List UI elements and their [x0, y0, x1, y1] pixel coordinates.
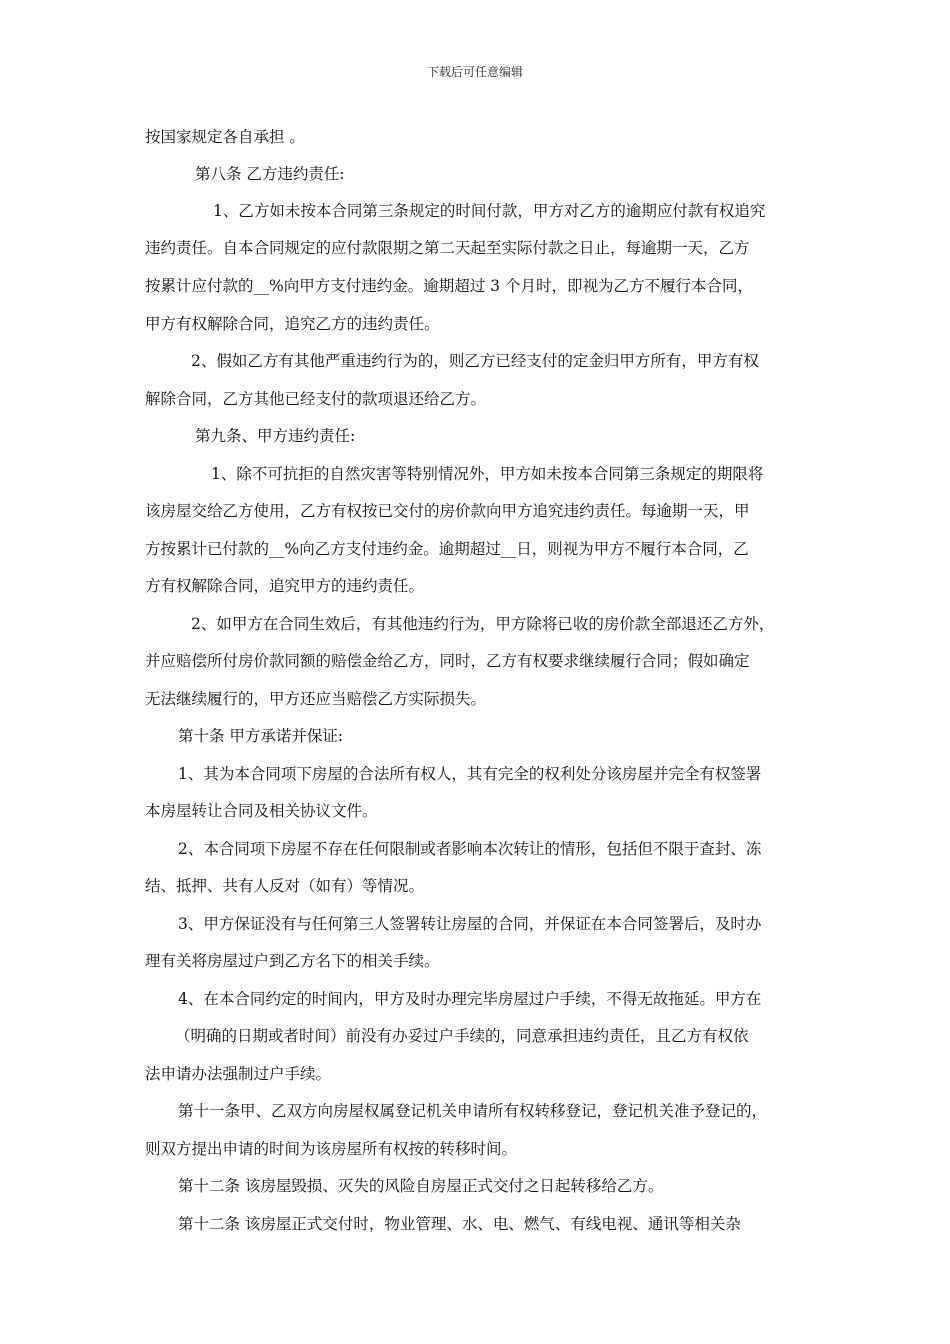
paragraph-line: 甲方有权解除合同，追究乙方的违约责任。: [145, 315, 440, 333]
paragraph-line: 法申请办法强制过户手续。: [145, 1065, 332, 1083]
paragraph-line: 并应赔偿所付房价款同额的赔偿金给乙方，同时，乙方有权要求继续履行合同；假如确定: [145, 652, 750, 670]
section-heading-article-11: 第十一条甲、乙双方向房屋权属登记机关申请所有权转移登记，登记机关准予登记的，: [178, 1102, 768, 1120]
section-heading-article-12b: 第十二条 该房屋正式交付时，物业管理、水、电、燃气、有线电视、通讯等相关杂: [178, 1215, 741, 1233]
paragraph-line: 方有权解除合同，追究甲方的违约责任。: [145, 577, 425, 595]
paragraph-line: 1、其为本合同项下房屋的合法所有权人，其有完全的权利处分该房屋并完全有权签署: [178, 765, 762, 783]
document-body: [145, 124, 810, 1248]
paragraph-line: 按国家规定各自承担 。: [145, 128, 305, 146]
paragraph-line: （明确的日期或者时间）前没有办妥过户手续的，同意承担违约责任，且乙方有权依: [175, 1027, 749, 1045]
paragraph-line: 1、乙方如未按本合同第三条规定的时间付款，甲方对乙方的逾期应付款有权追究: [213, 202, 766, 220]
section-heading-article-12: 第十二条 该房屋毁损、灭失的风险自房屋正式交付之日起转移给乙方。: [178, 1177, 664, 1195]
paragraph-line: 本房屋转让合同及相关协议文件。: [145, 802, 378, 820]
paragraph-line: 方按累计已付款的__%向乙方支付违约金。逾期超过__日，则视为甲方不履行本合同，乙: [145, 540, 749, 558]
paragraph-line: 该房屋交给乙方使用，乙方有权按已交付的房价款向甲方追究违约责任。每逾期一天，甲: [145, 502, 750, 520]
section-heading-article-10: 第十条 甲方承诺并保证:: [178, 727, 344, 745]
paragraph-line: 解除合同，乙方其他已经支付的款项退还给乙方。: [145, 390, 487, 408]
paragraph-line: 无法继续履行的，甲方还应当赔偿乙方实际损失。: [145, 690, 487, 708]
page-header: 下载后可任意编辑: [426, 65, 523, 79]
paragraph-line: 则双方提出申请的时间为该房屋所有权按的转移时间。: [145, 1140, 518, 1158]
section-heading-article-8: 第八条 乙方违约责任:: [195, 165, 345, 183]
paragraph-line: 2、如甲方在合同生效后，有其他违约行为，甲方除将已收的房价款全部退还乙方外，: [191, 615, 775, 633]
paragraph-line: 按累计应付款的__%向甲方支付违约金。逾期超过 3 个月时，即视为乙方不履行本合同，: [145, 277, 753, 295]
paragraph-line: 理有关将房屋过户到乙方名下的相关手续。: [145, 952, 440, 970]
paragraph-line: 违约责任。自本合同规定的应付款限期之第二天起至实际付款之日止，每逾期一天，乙方: [145, 239, 750, 257]
paragraph-line: 2、假如乙方有其他严重违约行为的，则乙方已经支付的定金归甲方所有，甲方有权: [191, 352, 759, 370]
paragraph-line: 3、甲方保证没有与任何第三人签署转让房屋的合同，并保证在本合同签署后，及时办: [178, 915, 762, 933]
paragraph-line: 1、除不可抗拒的自然灾害等特别情况外，甲方如未按本合同第三条规定的期限将: [211, 465, 764, 483]
paragraph-line: 结、抵押、共有人反对（如有）等情况。: [145, 877, 425, 895]
section-heading-article-9: 第九条、甲方违约责任:: [195, 427, 356, 445]
paragraph-line: 4、在本合同约定的时间内，甲方及时办理完毕房屋过户手续，不得无故拖延。甲方在: [178, 990, 762, 1008]
paragraph-line: 2、本合同项下房屋不存在任何限制或者影响本次转让的情形，包括但不限于查封、冻: [178, 840, 762, 858]
